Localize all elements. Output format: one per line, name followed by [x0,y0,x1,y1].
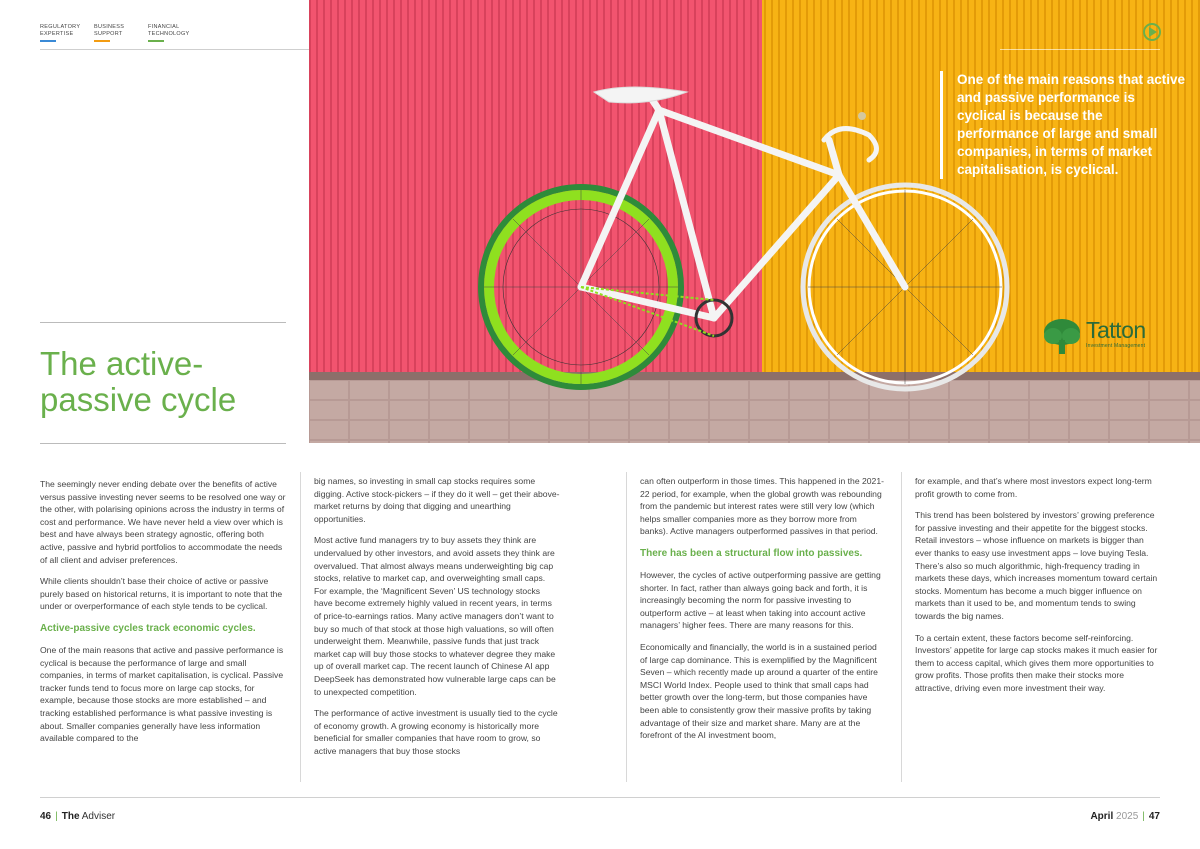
logo-name: Tatton [1086,317,1146,343]
column-3 [640,475,886,751]
paragraph: Economically and financially, the world is in a sustained period of large cap dominance. This is exemplified by the Magnificent Seven – which recently made up around a quarter of the entire MSCI World Index. People used to think that small caps had better growth over the long-term, but those companies have been able to consistently grow their massive profits by taking advantage of their size and market share. Many are at the forefront of the AI investment boom, [640,641,878,741]
nav-label-line2: TECHNOLOGY [148,30,190,37]
column-divider [300,472,301,782]
publication-name: Adviser [81,811,116,822]
footer-right [1090,811,1160,822]
paragraph: However, the cycles of active outperforming passive are getting shorter. In fact, rather than always going back and forth, it is increasingly becoming the norm for passive investing to outperform active – at least when taking into account active managers’ higher fees. There are many reasons for this. [640,569,881,631]
logo-subtitle: Investment Management [1086,343,1146,349]
title-rule-bottom [40,443,286,444]
paragraph: This trend has been bolstered by investors’ growing preference for passive investing and their appetite for the biggest stocks. Retail investors – whose influence on markets is bigger than ever thanks to easy use investment apps – love buying Tesla. There’s also so much algorithmic, high-frequency trading in markets these days, which increases momentum toward certain stocks. Momentum has become a much bigger influence on markets than it used to be, and momentum tends to swing towards the big names. [915,510,1158,621]
nav-underline [94,40,110,42]
footer-separator: | [55,811,58,822]
tree-icon [1042,318,1082,356]
nav-item-regulatory[interactable] [40,24,80,42]
paragraph: To a certain extent, these factors become self-reinforcing. Investors’ appetite for large cap stocks makes it much easier for them to access capital, which gives them more opportunities to grow profits. Those profits then make their stocks more attractive, driving even more investment their way. [915,632,1158,693]
footer-separator: | [1142,811,1145,822]
nav-item-business[interactable] [94,24,134,42]
section-nav [40,24,188,42]
nav-underline [148,40,164,42]
pull-quote: One of the main reasons that active and passive performance is cyclical is because the performance of large and small companies, in terms of market capitalisation, is cyclical. [940,71,1187,179]
nav-item-fintech[interactable] [148,24,188,42]
column-divider [626,472,627,782]
brand-icon [1142,22,1162,47]
paragraph: The performance of active investment is usually tied to the cycle of economy growth. A growing economy is historically more beneficial for smaller companies that have room to grow, so active managers that buy those stocks [314,708,558,756]
subheading: Active-passive cycles track economic cycles. [40,622,256,634]
page-number-left: 46 [40,811,52,822]
nav-label-line2: EXPERTISE [40,30,74,37]
subheading: There has been a structural flow into passives. [640,547,863,559]
paragraph: can often outperform in those times. This happened in the 2021-22 period, for example, when the global growth was rebounding from the pandemic but interest rates were still very low (which helps smaller companies more as they borrow more from banks). Active managers outperformed passives in that period. [640,476,884,537]
footer-divider [40,797,1160,798]
issue-year: 2025 [1116,811,1139,822]
paragraph: for example, and that’s where most investors expect long-term profit growth to come from. [915,476,1152,499]
title-rule-top [40,322,286,323]
paragraph: Most active fund managers try to buy assets they think are undervalued by other investors, and avoid assets they think are overvalued. That almost always means underweighting big cap stocks, relative to market cap, and overweighting small caps. For example, the ‘Magnificent Seven’ US technology stocks have become extremely highly valued in recent years, in terms of price-to-earnings ratios. Many active managers don’t want to buy so much of that stock at those high valuations, so will often underweight them. Meanwhile, passive funds that just track market cap will buy those stocks to whatever degree they make up of overall market cap. The recent launch of Chinese AI app DeepSeek has demonstrated how vulnerable large caps can be to unexpected competition. [314,535,556,697]
publication-the: The [61,811,80,822]
column-1 [40,478,287,754]
paragraph: The seemingly never ending debate over the benefits of active versus passive investing never seems to be resolved one way or the other, with polarising opinions across the industry in terms of cost and performance. We have never held a view over which is best and have always been strategy agnostic, offering both active, passive and hybrid portfolios to accommodate the needs of all client and adviser preferences. [40,479,286,565]
top-divider-right [1000,49,1160,50]
nav-label-line1: REGULATORY [40,24,81,30]
footer-left [40,811,115,822]
paragraph: While clients shouldn’t base their choice of active or passive purely based on historical returns, it is important to note that the under or overperformance of each style tends to be cyclical. [40,576,283,612]
column-2 [314,475,560,766]
article-title: The active-passive cycle [40,345,237,418]
top-divider [40,49,309,50]
tatton-logo [1042,318,1146,356]
column-divider [901,472,902,782]
nav-label-line2: SUPPORT [94,30,123,37]
column-4 [915,475,1160,704]
hero-bicycle-image [309,0,1200,443]
page-number-right: 47 [1148,811,1160,822]
paragraph: One of the main reasons that active and passive performance is cyclical is because the performance of large and small companies, in terms of market capitalisation, is cyclical. Passive tracker funds tend to focus more on large cap stocks, for example, because those stocks are more established – and tracking established performance is what passive investing is about. Smaller companies generally have less information available compared to the [40,644,284,744]
nav-label-line1: BUSINESS [94,24,125,30]
issue-month: April [1090,811,1114,822]
paragraph: big names, so investing in small cap stocks requires some digging. Active stock-pickers – if they do it well – get their above-market returns by doing that digging and unearthing opportunities. [314,476,560,524]
nav-underline [40,40,56,42]
nav-label-line1: FINANCIAL [148,24,180,30]
